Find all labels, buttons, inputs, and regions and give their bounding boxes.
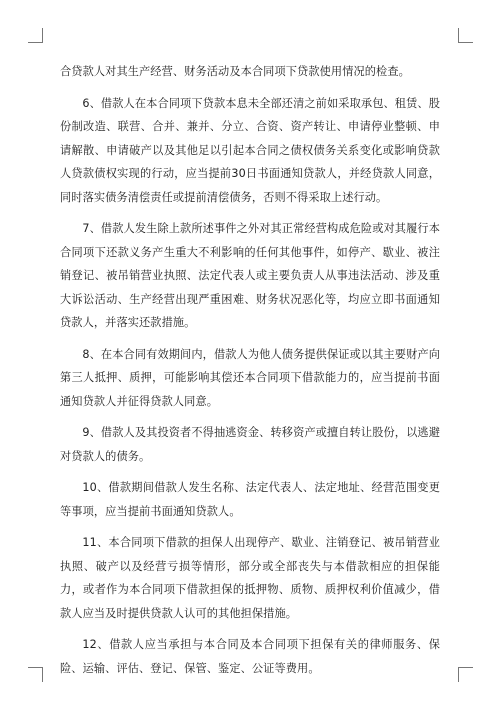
crop-mark-top-left: [28, 28, 43, 43]
page-body: [60, 60, 440, 688]
crop-mark-top-right: [458, 28, 473, 43]
crop-mark-bottom-left: [28, 667, 43, 682]
clause-6: 6、借款人在本合同项下贷款本息未全部还清之前如采取承包、租赁、股份制改造、联营、合并、兼并、分立、合资、资产转让、申请停业整顿、申请解散、申请破产以及其他足以引起本合同之债权债务关系变化或影响贷款人贷款债权实现的行动，应当提前30日书面通知贷款人，并经贷款人同意，同时落实债务清偿责任或提前清偿债务，否则不得采取上述行动。: [60, 96, 440, 204]
crop-mark-bottom-right: [458, 667, 473, 682]
paragraph-continuation: 合贷款人对其生产经营、财务活动及本合同项下贷款使用情况的检查。: [60, 65, 410, 78]
clause-11: 11、本合同项下借款的担保人出现停产、歇业、注销登记、被吊销营业执照、破产以及经营亏损等情形，部分或全部丧失与本借款相应的担保能力，或者作为本合同项下借款担保的抵押物、质物、质押权利价值减少，借款人应当及时提供贷款人认可的其他担保措施。: [60, 536, 440, 620]
clause-8: 8、在本合同有效期间内，借款人为他人债务提供保证或以其主要财产向第三人抵押、质押，可能影响其偿还本合同项下借款能力的，应当提前书面通知贷款人并征得贷款人同意。: [60, 347, 440, 408]
clause-10: 10、借款期间借款人发生名称、法定代表人、法定地址、经营范围变更等事项，应当提前书面通知贷款人。: [60, 481, 440, 518]
clause-12: 12、借款人应当承担与本合同及本合同项下担保有关的律师服务、保险、运输、评估、登记、保管、鉴定、公证等费用。: [60, 638, 440, 675]
clause-9: 9、借款人及其投资者不得抽逃资金、转移资产或擅自转让股份，以逃避对贷款人的债务。: [60, 426, 440, 463]
clause-7: 7、借款人发生除上款所述事件之外对其正常经营构成危险或对其履行本合同项下还款义务产生重大不利影响的任何其他事件，如停产、歇业、被注销登记、被吊销营业执照、法定代表人或主要负责人从事违法活动、涉及重大诉讼活动、生产经营出现严重困难、财务状况恶化等，均应立即书面通知贷款人，并落实还款措施。: [60, 222, 440, 329]
